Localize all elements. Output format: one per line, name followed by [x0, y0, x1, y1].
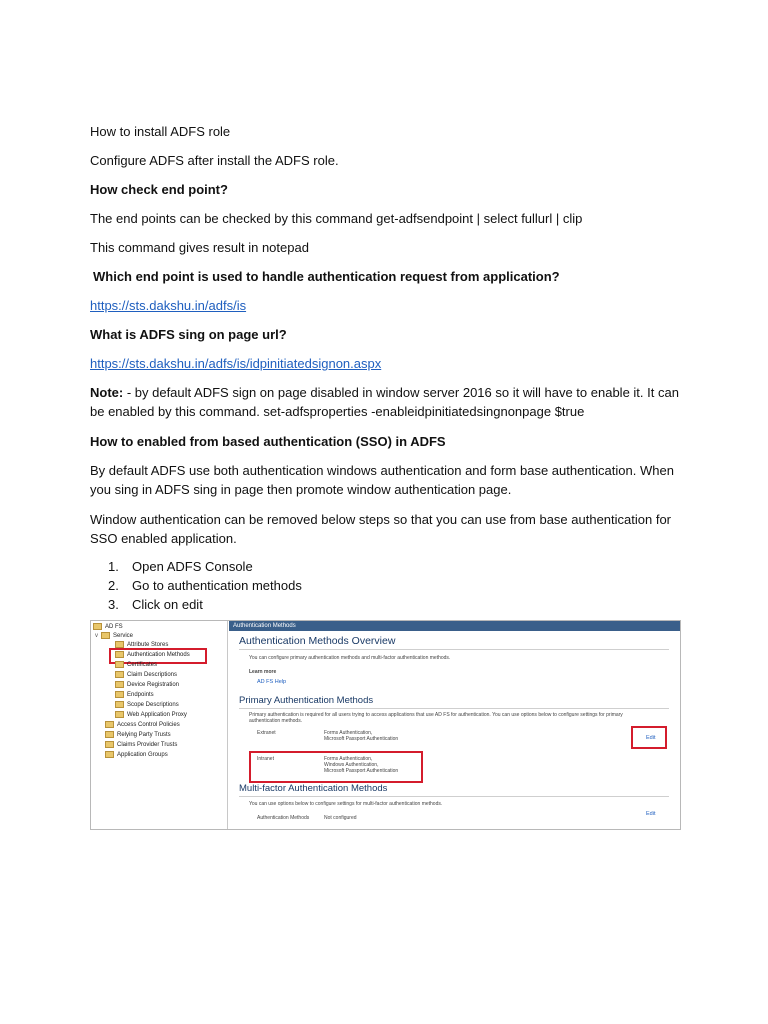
paragraph-default-auth: By default ADFS use both authentication windows authentication and form base authentication. When you sing in ADFS sing in page then promote window authentication page. — [90, 463, 674, 497]
folder-icon — [115, 641, 124, 648]
paragraph-end-point-command: The end points can be checked by this command get-adfsendpoint | select fullurl | clip — [90, 211, 583, 226]
folder-icon — [115, 681, 124, 688]
heading-install-adfs: How to install ADFS role — [90, 124, 231, 139]
tree-label: Endpoints — [127, 692, 154, 699]
intranet-label: Intranet — [257, 756, 274, 762]
tree-node-relying-party[interactable] — [105, 731, 171, 740]
divider — [239, 708, 669, 709]
edit-mfa-link[interactable]: Edit — [646, 811, 656, 817]
tree-node-claim-descriptions[interactable] — [115, 671, 177, 680]
heading-form-based-auth: How to enabled from based authentication (SSO) in ADFS — [90, 434, 446, 449]
intranet-value-1: Forms Authentication, — [324, 756, 373, 762]
tree-node-device-registration[interactable] — [115, 681, 179, 690]
extranet-value-2: Microsoft Passport Authentication — [324, 736, 399, 742]
adfs-help-link[interactable]: AD FS Help — [257, 679, 287, 685]
learn-more-label: Learn more — [249, 669, 277, 675]
tree-label: Certificates — [127, 662, 158, 669]
paragraph-notepad: This command gives result in notepad — [90, 240, 309, 255]
tree-label: Attribute Stores — [127, 642, 169, 649]
question-signon-url: What is ADFS sing on page url? — [90, 327, 287, 342]
tree-label: Service — [113, 633, 134, 640]
mfa-value: Not configured — [324, 815, 357, 821]
step-number: 3. — [108, 597, 119, 612]
tree-node-certificates[interactable] — [115, 661, 157, 670]
primary-auth-title: Primary Authentication Methods — [239, 695, 374, 706]
tree-label: Relying Party Trusts — [117, 732, 171, 739]
folder-icon — [115, 671, 124, 678]
auth-methods-pane — [229, 621, 680, 829]
tree-label: Web Application Proxy — [127, 712, 187, 719]
folder-icon — [115, 711, 124, 718]
tree-label: Authentication Methods — [127, 652, 190, 659]
tree-label: Access Control Policies — [117, 722, 180, 729]
divider — [239, 649, 669, 650]
step-number: 2. — [108, 578, 119, 593]
mfa-label: Authentication Methods — [257, 815, 310, 821]
intranet-value-2: Windows Authentication, — [324, 762, 379, 768]
step-number: 1. — [108, 559, 119, 574]
link-adfs-is[interactable]: https://sts.dakshu.in/adfs/is — [90, 298, 247, 313]
note-text: - by default ADFS sign on page disabled in window server 2016 so it will have to enable it. It can be enabled by this command. set-adfsproperties -enableidpinitiatedsingnonpage $true — [90, 385, 679, 419]
step-text: Go to authentication methods — [132, 578, 302, 593]
adfs-console-screenshot — [90, 620, 681, 830]
tree-label: Claims Provider Trusts — [117, 742, 178, 749]
mfa-description: You can use options below to configure settings for multi-factor authentication methods. — [249, 801, 443, 807]
folder-icon — [115, 701, 124, 708]
tree-node-adfs[interactable] — [93, 623, 123, 632]
overview-title: Authentication Methods Overview — [239, 635, 396, 647]
intranet-value-3: Microsoft Passport Authentication — [324, 768, 399, 774]
highlight-intranet-box — [249, 751, 423, 783]
folder-icon — [101, 632, 110, 639]
paragraph-remove-windows-auth: Window authentication can be removed below steps so that you can use from base authentication for SSO enabled application. — [90, 512, 672, 546]
console-tree — [91, 621, 228, 829]
question-auth-endpoint: Which end point is used to handle authentication request from application? — [93, 269, 560, 284]
step-text: Open ADFS Console — [132, 559, 253, 574]
folder-icon — [105, 751, 114, 758]
tree-label: Scope Descriptions — [127, 702, 179, 709]
paragraph-configure: Configure ADFS after install the ADFS role. — [90, 153, 339, 168]
mfa-title: Multi-factor Authentication Methods — [239, 783, 388, 794]
step-text: Click on edit — [132, 597, 203, 612]
folder-icon — [115, 661, 124, 668]
folder-icon — [115, 691, 124, 698]
tree-node-access-control[interactable] — [105, 721, 180, 730]
link-idp-signon[interactable]: https://sts.dakshu.in/adfs/is/idpinitiatedsignon.aspx — [90, 356, 382, 371]
tree-node-endpoints[interactable] — [115, 691, 154, 700]
overview-description: You can configure primary authentication methods and multi-factor authentication methods. — [249, 655, 451, 661]
tree-node-application-groups[interactable] — [105, 751, 168, 760]
folder-icon — [105, 741, 114, 748]
highlight-edit-box — [631, 726, 667, 749]
folder-icon — [93, 623, 102, 630]
primary-auth-description: Primary authentication is required for all users trying to access applications that use AD FS for authentication. You can use options below to configure settings for primary authentication methods. — [249, 712, 623, 724]
question-end-point: How check end point? — [90, 182, 228, 197]
folder-icon — [105, 721, 114, 728]
divider — [239, 796, 669, 797]
note-label: Note: — [90, 385, 124, 400]
folder-icon — [105, 731, 114, 738]
tree-label: Claim Descriptions — [127, 672, 178, 679]
steps-list-item — [108, 595, 203, 614]
edit-primary-link[interactable]: Edit — [646, 735, 656, 741]
tree-node-service[interactable] — [95, 632, 133, 641]
tree-node-web-app-proxy[interactable] — [115, 711, 187, 720]
steps-list-item — [108, 576, 302, 595]
tree-label: Application Groups — [117, 752, 168, 759]
expand-icon: v — [95, 633, 98, 640]
tree-label: Device Registration — [127, 682, 180, 689]
tree-node-claims-provider[interactable] — [105, 741, 177, 750]
tree-node-scope-descriptions[interactable] — [115, 701, 179, 710]
paragraph-note — [90, 383, 690, 421]
extranet-value-1: Forms Authentication, — [324, 730, 373, 736]
steps-list-item — [108, 557, 253, 576]
pane-header: Authentication Methods — [229, 621, 680, 631]
extranet-label: Extranet — [257, 730, 276, 736]
tree-label: AD FS — [105, 624, 123, 631]
